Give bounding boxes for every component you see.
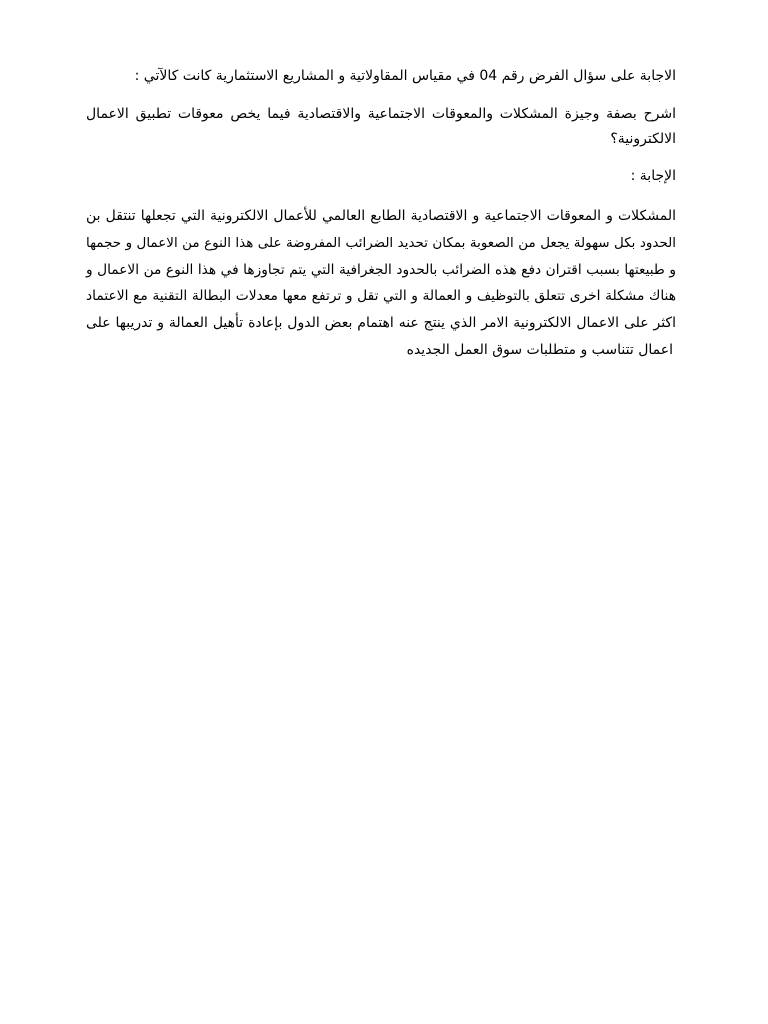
- answer-paragraph: [86, 203, 676, 364]
- answer-line: المشكلات و المعوقات الاجتماعية و الاقتصادية الطابع العالمي للأعمال الالكترونية التي تجعلها تنتقل بن: [86, 208, 676, 224]
- answer-line: الحدود بكل سهولة يجعل من الصعوبة بمكان تحديد الضرائب المفروضة على هذا النوع من الاعمال و حجمها: [86, 234, 676, 251]
- intro-paragraph: [86, 64, 676, 89]
- document-page: [86, 64, 676, 364]
- question-paragraph: [86, 102, 676, 152]
- answer-label: الإجابة :: [630, 168, 676, 184]
- question-line: الالكترونية؟: [610, 131, 676, 147]
- answer-label-paragraph: [86, 164, 676, 189]
- answer-line: اعمال تتناسب و متطلبات سوق العمل الجديده: [406, 341, 673, 358]
- answer-line: اكثر على الاعمال الالكترونية الامر الذي ينتج عنه اهتمام بعض الدول بإعادة تأهيل العمالة و تدريبها على: [86, 315, 676, 332]
- intro-line: الاجابة على سؤال الفرض رقم 04 في مقياس المقاولاتية و المشاريع الاستثمارية كانت كالآتي :: [134, 68, 676, 84]
- question-line: اشرح بصفة وجيزة المشكلات والمعوقات الاجتماعية والاقتصادية فيما يخص معوقات تطبيق الاعمال: [86, 106, 676, 122]
- answer-line: هناك مشكلة اخرى تتعلق بالتوظيف و العمالة و التي تقل و ترتفع معها معدلات البطالة التقنية مع الاعتماد: [86, 288, 676, 305]
- answer-line: و طبيعتها بسبب اقتران دفع هذه الضرائب بالحدود الجغرافية التي يتم تجاوزها في هذا النوع من الاعمال و: [86, 261, 676, 278]
